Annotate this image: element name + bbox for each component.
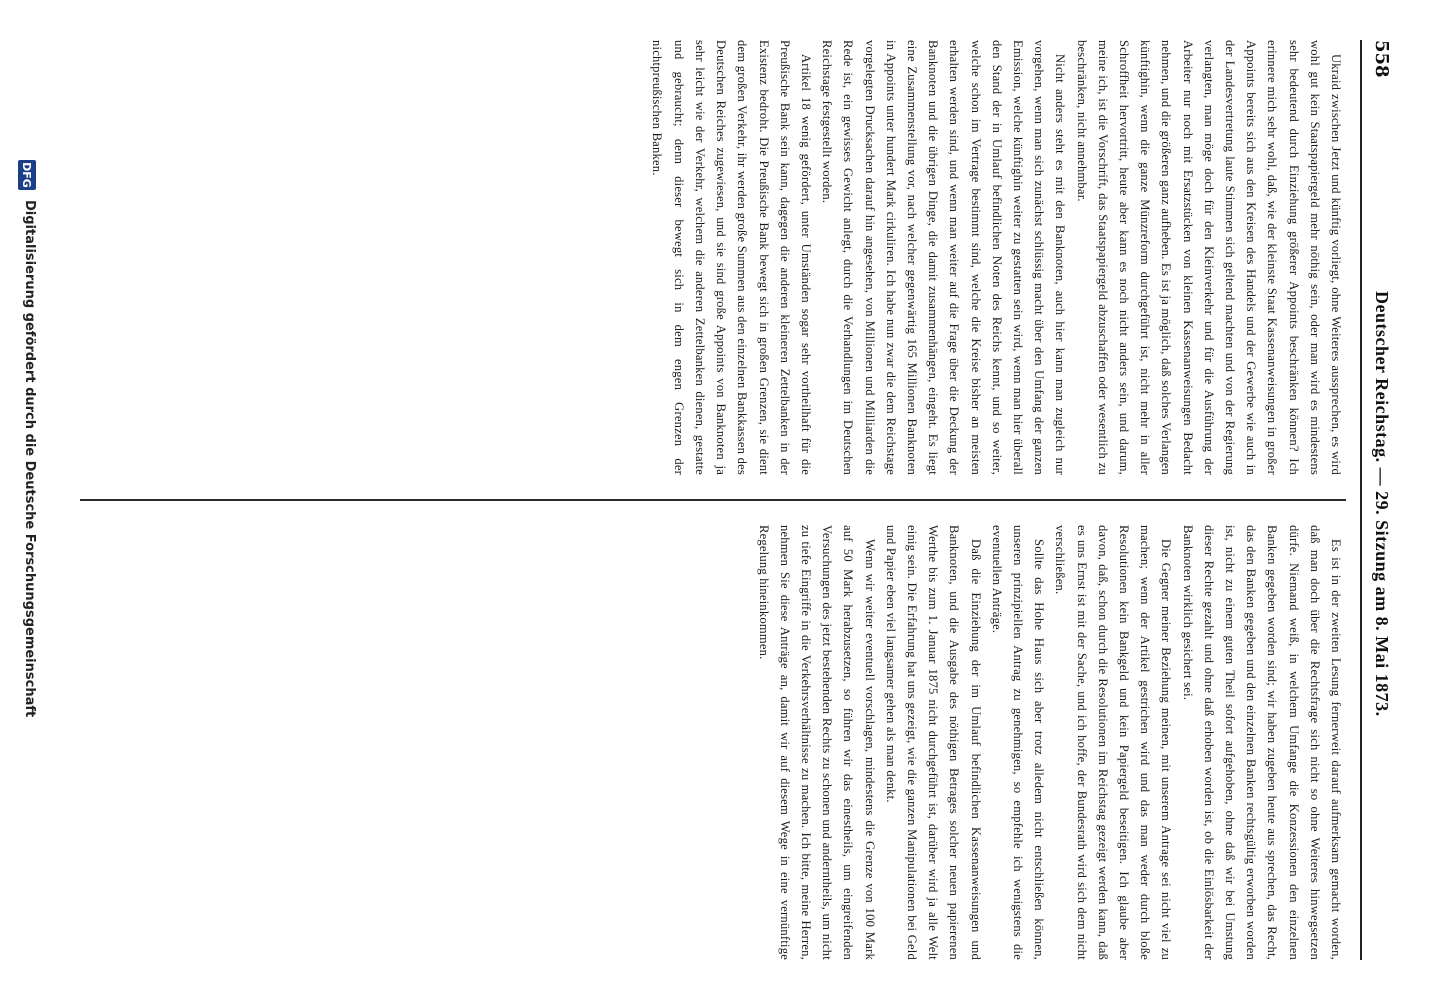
right-column <box>80 525 1346 960</box>
page-number: 558 <box>1371 40 1393 78</box>
dfg-logo-icon: DFG <box>18 160 36 190</box>
paragraph: Es ist in der zweiten Lesung fernerweit darauf aufmerksam gemacht worden, daß man doch über die Rechtsfrage sich nicht so ohne Weiteres hinwegsetzen dürfe. Niemand weiß, in welchem Umfange die Konzessionen den einzelnen Banken gegeben worden sind; wir haben zugeben heute aus sprechen, das Recht, das den Banken gegeben und den einzelnen Banken rechtsgültig erworben worden ist, nicht zu einem guten Theil sofort aufgehoben, ohne daß wir bei Umstung dieser Rechte gezahlt und ohne daß erhoben worden ist, ob die Einlösbarkeit der Banknoten wirklich gesichert sei. <box>1180 525 1343 960</box>
left-column <box>80 40 1346 475</box>
page-header <box>1360 40 1402 960</box>
paragraph: Wenn wir weiter eventuell vorschlagen, mindestens die Grenze von 100 Mark auf 50 Mark herabzusetzen, so führen wir das einestheils, um eingreifenden Versuchungen des jetzt bestehenden Rechts zu schonen und anderntheils, um nicht zu tiefe Eingriffe in die Verkehrsverhältnisse zu machen. Ich bitte, meine Herren, nehmen Sie diese Anträge an, damit wir auf diesem Wege in eine vernünftige Regelung hineinkommen. <box>756 525 877 960</box>
paragraph: Artikel 18 wenig gefördert, unter Umständen sogar sehr vortheilhaft für die Preußische Bank sein kann, dagegen die anderen kleineren Zettelbanken in der Existenz bedroht. Die Preußische Bank bewegt sich in großen Grenzen, sie dient dem großen Verkehr, ihr werden große Summen aus den einzelnen Bankkassen des Deutschen Reiches zugewiesen, und sie sind große Appoints von Banknoten ja sehr leicht wie der Verkehr, welchem die anderen Zettelbanken dienen, gestatte und gebraucht; denn dieser bewegt sich in dem engen Grenzen der nichtpreußischen Banken. <box>650 40 813 475</box>
paragraph: Sollte das Hohe Haus sich aber trotz alledem nicht entschließen können, unseren prinzipiellen Antrag zu genehmigen, so empfehle ich wenigstens die eventuellen Anträge. <box>989 525 1047 960</box>
running-title: Deutscher Reichstag. — 29. Sitzung am 8. Mai 1873. <box>1372 290 1393 717</box>
column-divider <box>80 499 1346 501</box>
paragraph: Nicht anders steht es mit den Banknoten, auch hier kann man zugleich nur vorgehen, wenn man sich zunächst schlüssig macht über den Umfang der ganzen Emission, welche künftighin weiter zu gestatten sein wird, wenn man hier überall den Stand der in Umlauf befindlichen Noten des Reichs kennt, und so weiter, welche schon im Vertrage bestimmt sind, welche die Kreise bisher an meisten erhalten werden sind, und wenn man weiter auf die Frage über die Deckung der Banknoten und die übrigen Dinge, die damit zusammenhängen, eingeht. Es liegt eine Zusammenstellung vor, nach welcher gegenwärtig 165 Millionen Banknoten in Appoints unter hundert Mark cirkuliren. Ich habe nun zwar die dem Reichstage vorgelegten Drucksachen darauf hin angesehen, von Millionen und Milliarden die Rede ist, ein gewisses Gewicht anlegt, durch die Verhandlungen im Deutschen Reichstage festgestellt worden. <box>820 40 1068 475</box>
digitization-credit: Digitalisierung gefördert durch die Deutsche Forschungsgemeinschaft <box>22 200 37 718</box>
paragraph: Ukraid zwischen Jetzt und künftig vorliegt, ohne Weiteres aussprechen, es wird wohl gut kein Staatspapiergeld mehr nöthig sein, oder man wird es mindestens sehr bedeutend durch Einziehung größerer Appoints beschränken können? Ich erinnere mich sehr wohl, daß, wie der kleinste Staat Kassenanweisungen in großer Appoints bereits sich aus den Kreisen des Handels und der Gewerbe wie auch in der Landesvertretung laute Stimmen sich geltend machten und von der Regierung verlangten, man möge doch für den Kleinverkehr und für die Ausführung der Arbeiter nur noch mit Ersatzstücken von kleinen Kassenanweisungen Bedacht nehmen, und die größeren ganz aufheben. Es ist ja möglich, daß solches Verlangen künftighin, wenn die ganze Münzreform durchgeführt ist, nicht mehr in aller Schroffheit hervortritt, heute aber kann es noch nicht anders sein, und darum, meine ich, ist die Vorschrift, das Staatspapiergeld abzuschaffen oder wesentlich zu beschränken, nicht annehmbar. <box>1074 40 1343 475</box>
paragraph: Die Gegner meiner Beziehung meinen, mit unserem Antrage sei nicht viel zu machen; wenn der Artikel gestrichen wird und das man weder durch bloße Resolutionen kein Bankgeld und kein Papiergeld beseitigen. Ich glaube aber davon, daß, schon durch die Resolutionen im Reichstag gezeigt werden kann, daß es uns Ernst ist mit der Sache, und ich hoffe, der Bundesrath wird sich dem nicht verschließen. <box>1053 525 1174 960</box>
text-columns <box>80 40 1346 960</box>
paragraph: Daß die Einziehung der im Umlauf befindlichen Kassenanweisungen und Banknoten, und die Ausgabe des nöthigen Betrages solcher neuen papierenen Werthe bis zum 1. Januar 1875 nicht durchgeführt ist, darüber wird ja alle Welt einig sein. Die Erfahrung hat uns gezeigt, wie die ganzen Manipulationen bei Geld und Papier eben viel langsamer gehen als man denkt. <box>883 525 983 960</box>
